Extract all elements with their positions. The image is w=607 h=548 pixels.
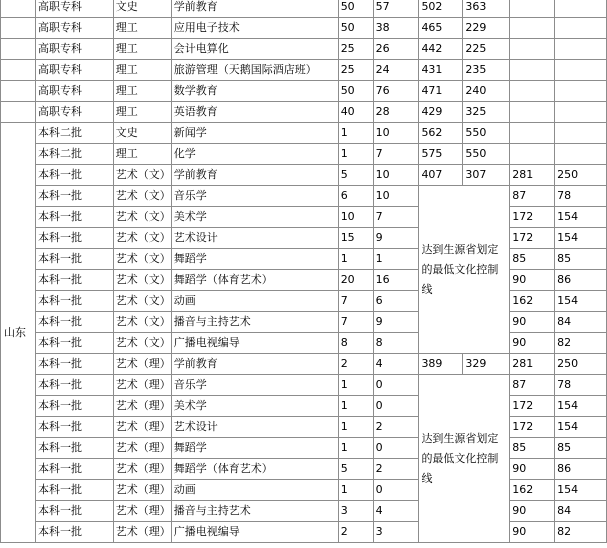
admitted-count-cell: 0 [373,375,419,396]
art-high-score-cell [510,0,555,18]
high-score-cell: 502 [419,0,463,18]
subject-type-cell: 理工 [113,81,171,102]
admitted-count-cell: 38 [373,18,419,39]
art-low-score-cell [555,81,607,102]
major-cell: 化学 [171,144,338,165]
art-low-score-cell: 154 [555,480,607,501]
batch-cell: 高职专科 [35,18,113,39]
art-low-score-cell [555,144,607,165]
art-high-score-cell: 90 [510,312,555,333]
table-row [1,354,607,375]
admitted-count-cell: 4 [373,354,419,375]
table-row [1,312,607,333]
batch-cell: 本科一批 [35,375,113,396]
art-high-score-cell [510,39,555,60]
art-high-score-cell: 281 [510,354,555,375]
admitted-count-cell: 2 [373,459,419,480]
high-score-cell: 575 [419,144,463,165]
major-cell: 动画 [171,291,338,312]
table-row [1,39,607,60]
batch-cell: 本科一批 [35,291,113,312]
subject-type-cell: 艺术（文） [113,333,171,354]
subject-type-cell: 艺术（文） [113,207,171,228]
art-low-score-cell: 154 [555,228,607,249]
admitted-count-cell: 10 [373,165,419,186]
high-score-cell: 407 [419,165,463,186]
batch-cell: 本科二批 [35,123,113,144]
table-row [1,0,607,18]
art-low-score-cell [555,102,607,123]
admitted-count-cell: 8 [373,333,419,354]
plan-count-cell: 1 [338,123,373,144]
subject-type-cell: 艺术（理） [113,459,171,480]
major-cell: 学前教育 [171,0,338,18]
admitted-count-cell: 0 [373,480,419,501]
high-score-cell: 431 [419,60,463,81]
admitted-count-cell: 28 [373,102,419,123]
subject-type-cell: 艺术（理） [113,354,171,375]
batch-cell: 本科一批 [35,207,113,228]
low-score-cell: 225 [463,39,510,60]
table-row [1,165,607,186]
min-score-note-cell: 达到生源省划定的最低文化控制线 [419,375,510,543]
batch-cell: 本科一批 [35,186,113,207]
art-high-score-cell: 85 [510,438,555,459]
art-high-score-cell: 85 [510,249,555,270]
major-cell: 舞蹈学 [171,438,338,459]
subject-type-cell: 艺术（理） [113,438,171,459]
plan-count-cell: 25 [338,39,373,60]
table-row [1,81,607,102]
major-cell: 学前教育 [171,165,338,186]
plan-count-cell: 50 [338,0,373,18]
table-row [1,438,607,459]
table-row [1,207,607,228]
art-high-score-cell [510,102,555,123]
major-cell: 美术学 [171,207,338,228]
plan-count-cell: 50 [338,18,373,39]
art-low-score-cell: 85 [555,438,607,459]
subject-type-cell: 艺术（文） [113,291,171,312]
plan-count-cell: 1 [338,417,373,438]
batch-cell: 高职专科 [35,0,113,18]
admitted-count-cell: 76 [373,81,419,102]
low-score-cell: 363 [463,0,510,18]
art-high-score-cell: 90 [510,459,555,480]
table-row [1,375,607,396]
plan-count-cell: 10 [338,207,373,228]
art-high-score-cell: 162 [510,480,555,501]
subject-type-cell: 艺术（文） [113,312,171,333]
low-score-cell: 235 [463,60,510,81]
plan-count-cell: 40 [338,102,373,123]
subject-type-cell: 理工 [113,39,171,60]
art-low-score-cell [555,18,607,39]
table-row [1,270,607,291]
admitted-count-cell: 3 [373,522,419,543]
admitted-count-cell: 2 [373,417,419,438]
subject-type-cell: 艺术（理） [113,396,171,417]
subject-type-cell: 艺术（理） [113,417,171,438]
plan-count-cell: 1 [338,396,373,417]
plan-count-cell: 5 [338,459,373,480]
art-high-score-cell: 90 [510,522,555,543]
table-row [1,417,607,438]
plan-count-cell: 2 [338,354,373,375]
major-cell: 舞蹈学（体育艺术） [171,459,338,480]
table-row [1,291,607,312]
subject-type-cell: 艺术（理） [113,522,171,543]
subject-type-cell: 文史 [113,123,171,144]
major-cell: 舞蹈学（体育艺术） [171,270,338,291]
art-high-score-cell: 172 [510,207,555,228]
plan-count-cell: 20 [338,270,373,291]
table-row [1,459,607,480]
art-low-score-cell: 78 [555,186,607,207]
table-row [1,249,607,270]
subject-type-cell: 理工 [113,60,171,81]
admitted-count-cell: 9 [373,312,419,333]
batch-cell: 本科一批 [35,165,113,186]
low-score-cell: 329 [463,354,510,375]
batch-cell: 本科一批 [35,312,113,333]
admitted-count-cell: 4 [373,501,419,522]
plan-count-cell: 1 [338,375,373,396]
admitted-count-cell: 7 [373,207,419,228]
table-row [1,501,607,522]
subject-type-cell: 艺术（理） [113,480,171,501]
art-low-score-cell: 154 [555,417,607,438]
admitted-count-cell: 16 [373,270,419,291]
admitted-count-cell: 9 [373,228,419,249]
table-row [1,480,607,501]
major-cell: 广播电视编导 [171,522,338,543]
art-high-score-cell: 172 [510,417,555,438]
admitted-count-cell: 7 [373,144,419,165]
major-cell: 艺术设计 [171,417,338,438]
major-cell: 数学教育 [171,81,338,102]
art-low-score-cell [555,123,607,144]
art-high-score-cell [510,81,555,102]
art-high-score-cell: 172 [510,396,555,417]
table-row [1,228,607,249]
plan-count-cell: 8 [338,333,373,354]
low-score-cell: 325 [463,102,510,123]
table-row [1,333,607,354]
plan-count-cell: 3 [338,501,373,522]
province-cell [1,81,36,102]
batch-cell: 本科一批 [35,228,113,249]
admitted-count-cell: 1 [373,249,419,270]
batch-cell: 高职专科 [35,102,113,123]
batch-cell: 本科一批 [35,333,113,354]
major-cell: 舞蹈学 [171,249,338,270]
table-row [1,18,607,39]
art-high-score-cell [510,60,555,81]
art-low-score-cell: 250 [555,165,607,186]
art-high-score-cell: 87 [510,375,555,396]
art-low-score-cell: 85 [555,249,607,270]
art-low-score-cell: 78 [555,375,607,396]
art-low-score-cell: 86 [555,459,607,480]
major-cell: 艺术设计 [171,228,338,249]
table-row [1,186,607,207]
batch-cell: 本科一批 [35,417,113,438]
art-high-score-cell: 172 [510,228,555,249]
major-cell: 动画 [171,480,338,501]
art-low-score-cell: 82 [555,522,607,543]
plan-count-cell: 1 [338,144,373,165]
major-cell: 新闻学 [171,123,338,144]
admitted-count-cell: 6 [373,291,419,312]
plan-count-cell: 25 [338,60,373,81]
batch-cell: 本科一批 [35,459,113,480]
min-score-note-cell: 达到生源省划定的最低文化控制线 [419,186,510,354]
admitted-count-cell: 26 [373,39,419,60]
art-low-score-cell: 84 [555,501,607,522]
admitted-count-cell: 57 [373,0,419,18]
plan-count-cell: 1 [338,249,373,270]
art-high-score-cell: 90 [510,270,555,291]
batch-cell: 本科一批 [35,522,113,543]
plan-count-cell: 1 [338,480,373,501]
art-low-score-cell: 154 [555,207,607,228]
subject-type-cell: 理工 [113,18,171,39]
major-cell: 应用电子技术 [171,18,338,39]
major-cell: 美术学 [171,396,338,417]
art-low-score-cell: 84 [555,312,607,333]
batch-cell: 本科一批 [35,354,113,375]
high-score-cell: 429 [419,102,463,123]
subject-type-cell: 理工 [113,102,171,123]
table-row [1,522,607,543]
major-cell: 播音与主持艺术 [171,501,338,522]
admitted-count-cell: 10 [373,123,419,144]
major-cell: 学前教育 [171,354,338,375]
province-cell [1,18,36,39]
low-score-cell: 550 [463,123,510,144]
batch-cell: 高职专科 [35,81,113,102]
art-high-score-cell: 90 [510,333,555,354]
province-cell [1,102,36,123]
plan-count-cell: 7 [338,312,373,333]
admitted-count-cell: 24 [373,60,419,81]
batch-cell: 本科一批 [35,396,113,417]
art-low-score-cell: 154 [555,291,607,312]
high-score-cell: 389 [419,354,463,375]
art-low-score-cell [555,60,607,81]
art-high-score-cell: 87 [510,186,555,207]
art-high-score-cell: 90 [510,501,555,522]
high-score-cell: 471 [419,81,463,102]
plan-count-cell: 1 [338,438,373,459]
low-score-cell: 229 [463,18,510,39]
major-cell: 播音与主持艺术 [171,312,338,333]
high-score-cell: 442 [419,39,463,60]
art-low-score-cell: 250 [555,354,607,375]
batch-cell: 本科一批 [35,438,113,459]
high-score-cell: 465 [419,18,463,39]
province-cell: 山东 [1,123,36,543]
subject-type-cell: 艺术（理） [113,501,171,522]
plan-count-cell: 15 [338,228,373,249]
table-row [1,123,607,144]
table-row [1,144,607,165]
batch-cell: 本科一批 [35,249,113,270]
province-cell [1,60,36,81]
art-low-score-cell: 154 [555,396,607,417]
major-cell: 音乐学 [171,186,338,207]
subject-type-cell: 艺术（文） [113,228,171,249]
subject-type-cell: 艺术（文） [113,186,171,207]
major-cell: 会计电算化 [171,39,338,60]
subject-type-cell: 艺术（理） [113,375,171,396]
batch-cell: 本科二批 [35,144,113,165]
table-body [1,0,607,543]
subject-type-cell: 艺术（文） [113,270,171,291]
admitted-count-cell: 0 [373,396,419,417]
subject-type-cell: 理工 [113,144,171,165]
art-high-score-cell [510,144,555,165]
art-low-score-cell [555,39,607,60]
art-low-score-cell [555,0,607,18]
table-row [1,396,607,417]
art-low-score-cell: 82 [555,333,607,354]
art-high-score-cell: 162 [510,291,555,312]
batch-cell: 高职专科 [35,60,113,81]
province-cell [1,0,36,18]
low-score-cell: 307 [463,165,510,186]
major-cell: 音乐学 [171,375,338,396]
art-high-score-cell [510,123,555,144]
table-row [1,60,607,81]
admitted-count-cell: 0 [373,438,419,459]
batch-cell: 本科一批 [35,480,113,501]
subject-type-cell: 文史 [113,0,171,18]
low-score-cell: 550 [463,144,510,165]
plan-count-cell: 2 [338,522,373,543]
subject-type-cell: 艺术（文） [113,249,171,270]
table-row [1,102,607,123]
subject-type-cell: 艺术（文） [113,165,171,186]
province-cell [1,39,36,60]
plan-count-cell: 5 [338,165,373,186]
admitted-count-cell: 10 [373,186,419,207]
plan-count-cell: 50 [338,81,373,102]
plan-count-cell: 7 [338,291,373,312]
batch-cell: 本科一批 [35,270,113,291]
batch-cell: 高职专科 [35,39,113,60]
major-cell: 旅游管理（天鹅国际酒店班） [171,60,338,81]
major-cell: 广播电视编导 [171,333,338,354]
art-low-score-cell: 86 [555,270,607,291]
major-cell: 英语教育 [171,102,338,123]
high-score-cell: 562 [419,123,463,144]
batch-cell: 本科一批 [35,501,113,522]
art-high-score-cell [510,18,555,39]
low-score-cell: 240 [463,81,510,102]
plan-count-cell: 6 [338,186,373,207]
art-high-score-cell: 281 [510,165,555,186]
